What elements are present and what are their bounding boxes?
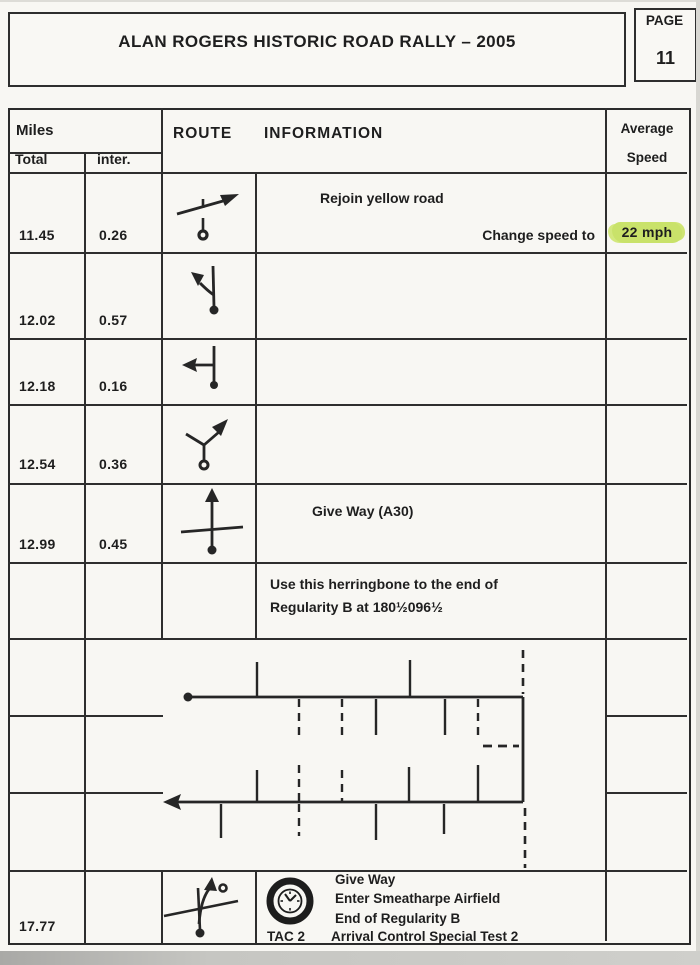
intermediate-miles: 0.16 — [99, 378, 128, 394]
intermediate-miles: 0.57 — [99, 312, 128, 328]
page-label: PAGE — [645, 13, 684, 28]
grid-line — [8, 562, 687, 564]
grid-line — [8, 338, 687, 340]
header-total: Total — [15, 151, 48, 167]
herringbone-note-line1: Use this herringbone to the end of — [270, 576, 498, 592]
header-miles: Miles — [16, 122, 54, 139]
final-note-line2: Enter Smeatharpe Airfield — [335, 891, 501, 906]
average-speed-cell — [603, 222, 691, 243]
average-speed-value: 22 mph — [612, 222, 683, 243]
speed-instruction: Change speed to — [482, 227, 595, 243]
route-note: Rejoin yellow road — [320, 190, 444, 206]
title-box — [8, 12, 626, 87]
header-inter: inter. — [97, 151, 131, 167]
grid-line — [8, 792, 163, 794]
total-miles: 12.99 — [19, 536, 56, 552]
total-miles: 12.54 — [19, 456, 56, 472]
grid-line — [605, 792, 687, 794]
intermediate-miles: 0.36 — [99, 456, 128, 472]
grid-line — [255, 870, 257, 943]
final-note-line3: End of Regularity B — [335, 911, 461, 926]
page-number-box — [634, 8, 697, 82]
herringbone-note-line2: Regularity B at 180½096½ — [270, 599, 443, 615]
total-miles: 12.18 — [19, 378, 56, 394]
final-note-line1: Give Way — [335, 872, 396, 887]
tulip-diagram-crossroads-icon — [161, 485, 255, 560]
grid-line — [8, 483, 687, 485]
page-number: 11 — [655, 48, 676, 68]
total-miles: 12.02 — [19, 312, 56, 328]
tulip-diagram-fork-right-icon — [161, 406, 255, 481]
intermediate-miles: 0.26 — [99, 227, 128, 243]
time-control-clock-icon — [261, 872, 319, 930]
header-average: Average — [620, 121, 674, 136]
total-miles: 11.45 — [19, 227, 55, 243]
grid-line — [8, 252, 687, 254]
grid-line — [605, 715, 687, 717]
tulip-diagram-crossroads-bear-right-icon — [161, 872, 255, 942]
total-miles: 17.77 — [19, 918, 56, 934]
scan-edge — [0, 0, 700, 2]
grid-line — [8, 172, 687, 174]
tulip-diagram-bear-left-icon — [161, 254, 255, 336]
page-title: ALAN ROGERS HISTORIC ROAD RALLY – 2005 — [118, 32, 516, 51]
tulip-diagram-rejoin-road-icon — [161, 174, 255, 250]
header-speed: Speed — [626, 150, 668, 165]
header-information: INFORMATION — [264, 125, 384, 142]
scan-edge — [696, 0, 700, 965]
tac-text: Arrival Control Special Test 2 — [331, 929, 519, 944]
herringbone-diagram — [161, 638, 605, 870]
grid-line — [8, 404, 687, 406]
grid-line — [84, 152, 86, 943]
grid-line — [8, 715, 163, 717]
tulip-diagram-turn-left-icon — [161, 340, 255, 402]
header-route: ROUTE — [173, 125, 233, 142]
route-note: Give Way (A30) — [312, 503, 414, 519]
tac-label: TAC 2 — [267, 929, 306, 944]
intermediate-miles: 0.45 — [99, 536, 128, 552]
scan-edge — [0, 951, 700, 965]
